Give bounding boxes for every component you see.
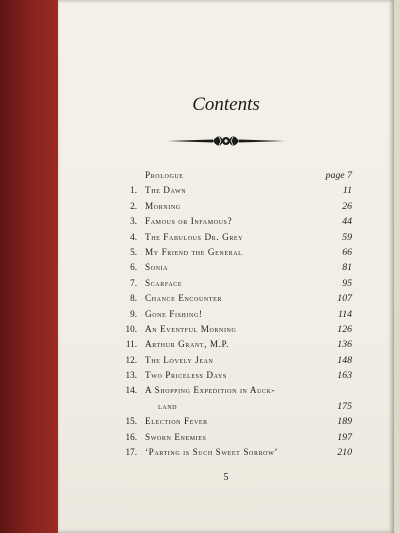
toc-page: 44 [342,216,352,228]
toc-entry [116,185,352,200]
toc-title: Scarface [145,277,183,288]
toc-page: 81 [342,262,352,274]
toc-number: 3. [130,216,137,227]
toc-number: 6. [130,262,137,273]
toc-entry [116,309,352,324]
toc-title: Election Fever [145,416,208,427]
toc-page: 114 [338,308,352,320]
toc-page: 175 [337,400,352,412]
toc-number: 1. [130,185,137,196]
toc-title: A Shopping Expedition in Auck- [145,385,276,396]
toc-page: 95 [342,277,352,289]
toc-entry [116,370,352,385]
toc-entry [116,432,352,447]
toc-title: My Friend the General [145,246,243,257]
toc-number: 10. [125,323,137,334]
toc-prologue [116,170,352,185]
toc-page: 59 [342,231,352,243]
toc-number: 9. [130,308,137,319]
toc-title: Chance Encounter [145,293,222,304]
toc-title: Famous or Infamous? [145,216,233,227]
toc-number: 4. [130,231,137,242]
toc-page: 107 [337,293,352,305]
toc-page: 66 [342,246,352,258]
page-edge [394,0,400,533]
toc-number: 5. [130,246,137,257]
toc-number: 12. [125,354,137,365]
toc-page: 26 [342,200,352,212]
toc-entry [116,416,352,431]
table-of-contents [116,170,352,462]
toc-entry [116,262,352,277]
toc-entry [116,355,352,370]
toc-title: Morning [145,200,181,211]
toc-entry [116,247,352,262]
toc-title: Sworn Enemies [145,431,207,442]
toc-number: 11. [125,339,137,350]
toc-number: 17. [125,447,137,458]
toc-number: 14. [125,385,137,396]
toc-number: 8. [130,293,137,304]
toc-page: page 7 [325,170,352,181]
book-page [58,0,394,533]
toc-number: 13. [125,370,137,381]
toc-title: Arthur Grant, M.P. [145,339,230,350]
toc-entry [116,201,352,216]
toc-entry [116,447,352,462]
toc-title: Prologue [145,170,184,180]
toc-entry [116,385,352,400]
toc-entry [116,278,352,293]
toc-entry [116,216,352,231]
toc-number: 7. [130,277,137,288]
toc-page: 148 [337,354,352,366]
toc-title: ‘Parting is Such Sweet Sorrow’ [145,447,279,458]
toc-page: 163 [337,370,352,382]
toc-entry [116,339,352,354]
toc-title: The Dawn [145,185,187,196]
toc-page: 126 [337,323,352,335]
toc-title-continuation: land [158,400,178,411]
toc-page: 197 [337,431,352,443]
toc-number: 16. [125,431,137,442]
toc-entry [116,232,352,247]
toc-page: 11 [342,185,352,197]
toc-title: Two Priceless Days [145,370,227,381]
toc-title: Gone Fishing! [145,308,203,319]
toc-page: 189 [337,416,352,428]
toc-entry-continuation [116,401,352,416]
toc-number: 15. [125,416,137,427]
toc-number: 2. [130,200,137,211]
toc-title: The Lovely Jean [145,354,214,365]
page-number: 5 [223,472,229,483]
toc-entry [116,324,352,339]
toc-title: An Eventful Morning [145,323,237,334]
toc-title: Sonia [145,262,169,273]
toc-page: 136 [337,339,352,351]
ornament-divider-icon [163,132,289,150]
book-cover-edge [0,0,58,533]
toc-title: The Fabulous Dr. Grey [145,231,244,242]
toc-page: 210 [337,447,352,459]
toc-entry [116,293,352,308]
page-title: Contents [192,94,260,115]
